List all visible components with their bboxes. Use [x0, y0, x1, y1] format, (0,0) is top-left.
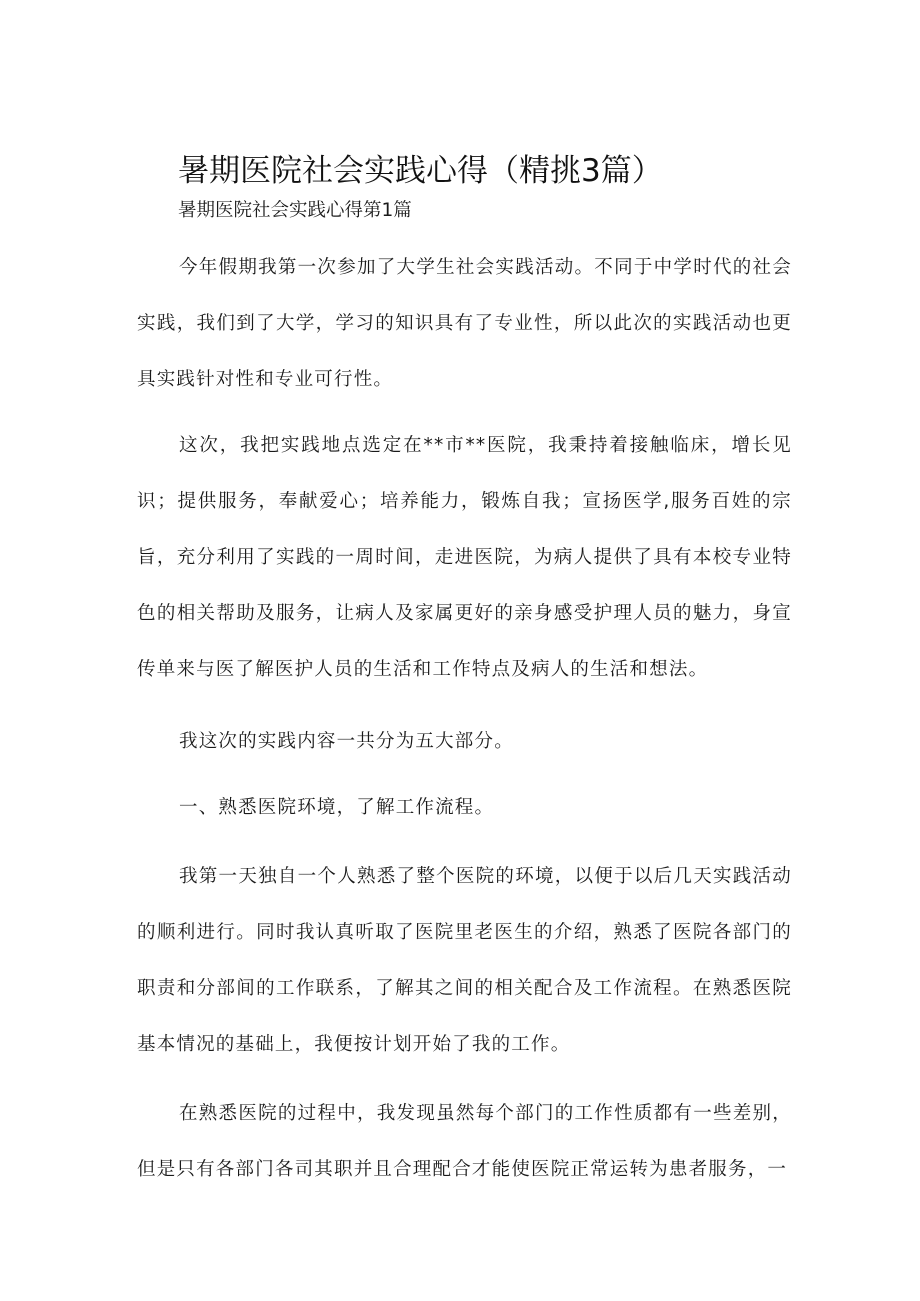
document-title: 暑期医院社会实践心得（精挑3篇）: [178, 152, 663, 189]
paragraph-departments: 在熟悉医院的过程中，我发现虽然每个部门的工作性质都有一些差别，但是只有各部门各司其职并且合理配合才能使医院正常运转为患者服务，一: [137, 1103, 792, 1180]
paragraph-overview: 我这次的实践内容一共分为五大部分。: [179, 731, 514, 752]
section-heading: 暑期医院社会实践心得第1篇: [178, 200, 412, 221]
paragraph-section-one: 一、熟悉医院环境，了解工作流程。: [179, 797, 495, 818]
paragraph-intro: 今年假期我第一次参加了大学生社会实践活动。不同于中学时代的社会实践，我们到了大学，学习的知识具有了专业性，所以此次的实践活动也更具实践针对性和专业可行性。: [137, 257, 792, 390]
paragraph-first-day: 我第一天独自一个人熟悉了整个医院的环境，以便于以后几天实践活动的顺利进行。同时我认真听取了医院里老医生的介绍，熟悉了医院各部门的职责和分部间的工作联系，了解其之间的相关配合及工作流程。在熟悉医院基本情况的基础上，我便按计划开始了我的工作。: [137, 866, 792, 1055]
paragraph-location: 这次，我把实践地点选定在**市**医院，我秉持着接触临床，增长见识；提供服务，奉献爱心；培养能力，锻炼自我；宣扬医学,服务百姓的宗旨，充分利用了实践的一周时间，走进医院，为病人提供了具有本校专业特色的相关帮助及服务，让病人及家属更好的亲身感受护理人员的魅力，身宣传单来与医了解医护人员的生活和工作特点及病人的生活和想法。: [137, 435, 792, 680]
